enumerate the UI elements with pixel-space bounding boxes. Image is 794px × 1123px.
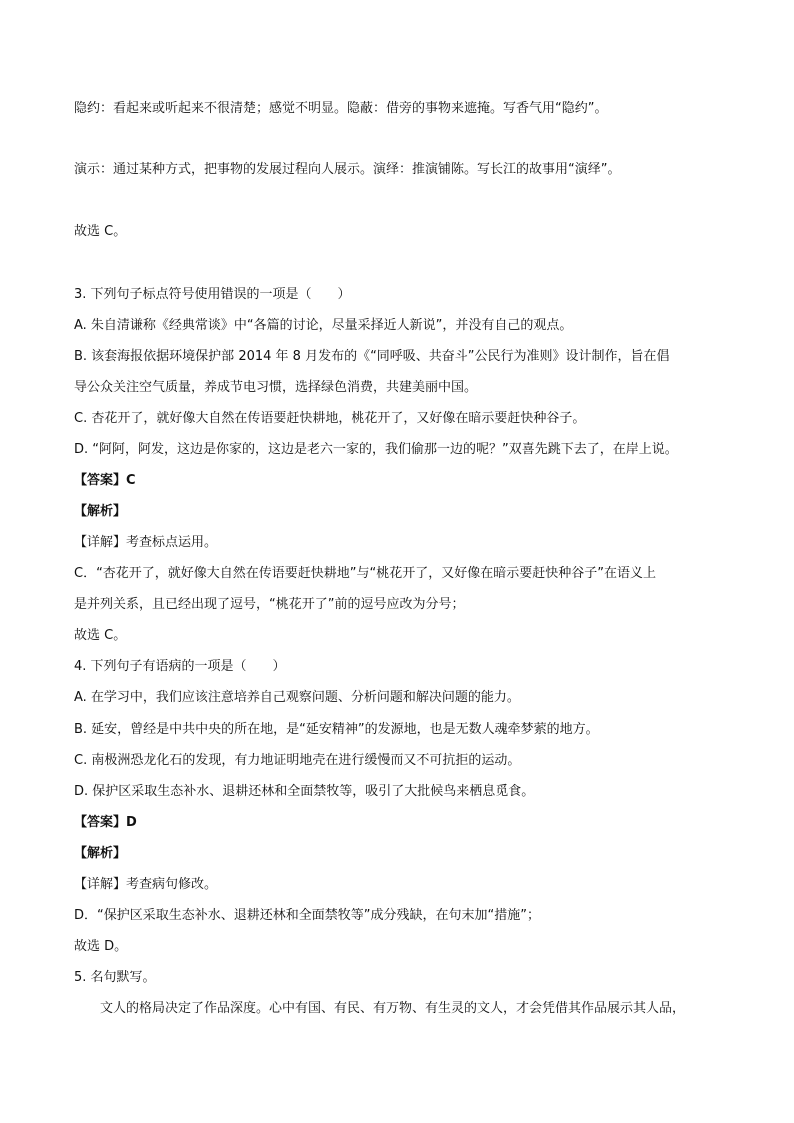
- paragraph-line: 文人的格局决定了作品深度。心中有国、有民、有万物、有生灵的文人，才会凭借其作品展示其人品，: [100, 1001, 686, 1016]
- answer-label: 【答案】C: [74, 473, 136, 488]
- question-5-stem: 5. 名句默写。: [74, 970, 156, 985]
- question-3-option-b: B. 该套海报依据环境保护部 2014 年 8 月发布的《“同呼吸、共奋斗”公民行为准则》设计制作，旨在倡: [74, 349, 670, 364]
- detail-label: 【详解】考查病句修改。: [74, 877, 218, 892]
- analysis-label: 【解析】: [74, 846, 127, 861]
- text-line: 隐约：看起来或听起来不很清楚；感觉不明显。隐蔽：借旁的事物来遮掩。写香气用“隐约”。: [74, 101, 608, 116]
- text-line: 故选 D。: [74, 939, 128, 954]
- question-3-option-b-cont: 导公众关注空气质量，养成节电习惯，选择绿色消费，共建美丽中国。: [74, 380, 478, 395]
- explanation-line: C．“杏花开了，就好像大自然在传语要赶快耕地”与“桃花开了，又好像在暗示要赶快种谷子”在语义上: [74, 566, 657, 581]
- question-4-option-b: B. 延安，曾经是中共中央的所在地，是“延安精神”的发源地，也是无数人魂牵梦萦的地方。: [74, 722, 599, 737]
- analysis-label: 【解析】: [74, 504, 127, 519]
- question-4-stem: 4. 下列句子有语病的一项是（ ）: [74, 659, 286, 674]
- text-line: 演示：通过某种方式，把事物的发展过程向人展示。演绎：推演铺陈。写长江的故事用“演绎”。: [74, 162, 621, 177]
- question-3-option-a: A. 朱自清谦称《经典常谈》中“各篇的讨论，尽量采择近人新说”，并没有自己的观点。: [74, 318, 573, 333]
- question-4-option-c: C. 南极洲恐龙化石的发现，有力地证明地壳在进行缓慢而又不可抗拒的运动。: [74, 753, 521, 768]
- text-line: 故选 C。: [74, 224, 127, 239]
- explanation-line: 是并列关系，且已经出现了逗号，“桃花开了”前的逗号应改为分号；: [74, 597, 465, 612]
- question-3-stem: 3. 下列句子标点符号使用错误的一项是（ ）: [74, 287, 351, 302]
- text-line: 故选 C。: [74, 628, 127, 643]
- question-3-option-c: C. 杏花开了，就好像大自然在传语要赶快耕地，桃花开了，又好像在暗示要赶快种谷子。: [74, 411, 586, 426]
- explanation-line: D．“保护区采取生态补水、退耕还林和全面禁牧等”成分残缺，在句末加“措施”；: [74, 908, 540, 923]
- question-4-option-a: A. 在学习中，我们应该注意培养自己观察问题、分析问题和解决问题的能力。: [74, 690, 520, 705]
- question-4-option-d: D. 保护区采取生态补水、退耕还林和全面禁牧等，吸引了大批候鸟来栖息觅食。: [74, 784, 535, 799]
- detail-label: 【详解】考查标点运用。: [74, 535, 218, 550]
- answer-label: 【答案】D: [74, 815, 137, 830]
- question-3-option-d: D. “阿阿，阿发，这边是你家的，这边是老六一家的，我们偷那一边的呢？”双喜先跳下去了，在岸上说。: [74, 442, 678, 457]
